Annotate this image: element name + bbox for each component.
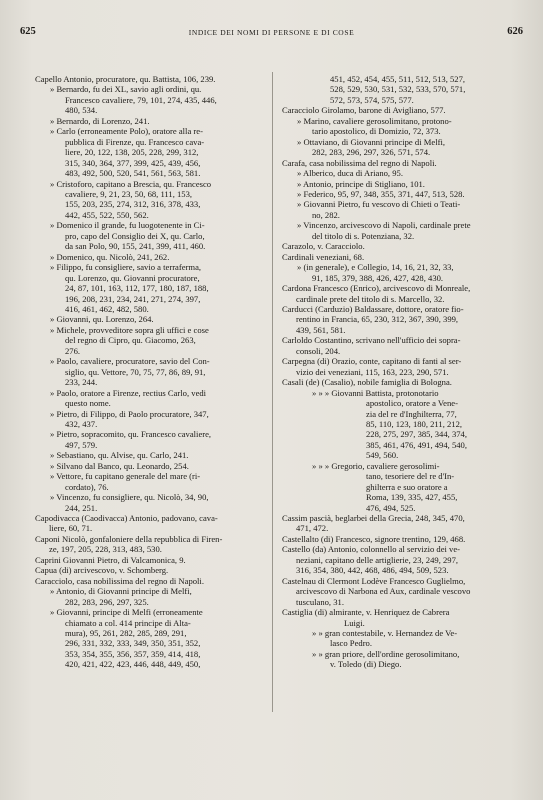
index-line: Castello (da) Antonio, colonnello al servizio dei ve- — [282, 544, 461, 555]
index-line: Castelnau di Clermont Lodève Francesco Guglielmo, — [282, 575, 466, 586]
index-line: cavaliere, 9, 21, 23, 50, 68, 111, 153, — [65, 188, 193, 199]
index-line: 91, 185, 379, 388, 426, 427, 428, 430. — [312, 272, 444, 283]
index-line: tano, tesoriere del re d'In- — [366, 471, 455, 482]
index-line: 24, 87, 101, 163, 112, 177, 180, 187, 188, — [65, 283, 209, 294]
index-line: 296, 331, 332, 333, 349, 350, 351, 352, — [65, 638, 201, 649]
index-line: » Pietro, sopracomito, qu. Francesco cavaliere, — [50, 429, 212, 440]
index-line: 471, 472. — [296, 523, 329, 534]
index-line: 276. — [65, 345, 81, 356]
column-divider — [272, 72, 273, 712]
index-line: » Carlo (erroneamente Polo), oratore alla re- — [50, 126, 203, 137]
index-line: tario apostolico, di Domizio, 72, 373. — [312, 126, 441, 137]
index-line: Carloldo Costantino, scrivano nell'ufficio dei sopra- — [282, 335, 461, 346]
index-line: » Silvano dal Banco, qu. Leonardo, 254. — [50, 460, 189, 471]
index-line: 442, 455, 522, 550, 562. — [65, 209, 149, 220]
index-line: » Vincenzo, fu consigliere, qu. Nicolò, 34, 90, — [50, 492, 209, 503]
index-line: » (in generale), e Collegio, 14, 16, 21, 32, 33, — [297, 262, 454, 273]
index-line: mura), 95, 261, 282, 285, 289, 291, — [65, 628, 187, 639]
index-line: » Paolo, oratore a Firenze, rectius Carlo, vedi — [50, 387, 207, 398]
index-line: » Domenico, qu. Nicolò, 241, 262. — [50, 251, 170, 262]
index-line: » Giovanni, qu. Lorenzo, 264. — [50, 314, 154, 325]
index-line: Carafa, casa nobilissima del regno di Napoli. — [282, 157, 437, 168]
index-line: Cardinali veneziani, 68. — [282, 251, 365, 262]
index-line: 85, 110, 123, 180, 211, 212, — [366, 418, 463, 429]
index-line: Castellalto (di) Francesco, signore trentino, 129, 468. — [282, 533, 466, 544]
index-line: Caprini Giovanni Pietro, di Valcamonica, 9. — [35, 554, 186, 565]
index-line: Caracciolo, casa nobilissima del regno di Napoli. — [35, 575, 204, 586]
index-line: » » » Gregorio, cavaliere gerosolimi- — [312, 460, 440, 471]
index-line: Cassim pascià, beglarbei della Grecia, 248, 345, 470, — [282, 513, 465, 524]
index-line: apostolico, oratore a Vene- — [366, 398, 458, 409]
index-line: » Federico, 95, 97, 348, 355, 371, 447, 513, 528. — [297, 188, 465, 199]
index-line: 282, 283, 296, 297, 325. — [65, 596, 149, 607]
index-line: 439, 561, 581. — [296, 324, 346, 335]
index-line: liere, 20, 122, 138, 205, 228, 299, 312, — [65, 147, 199, 158]
index-line: chiamato a col. 414 principe di Alta- — [65, 617, 191, 628]
index-line: Roma, 139, 335, 427, 455, — [366, 492, 458, 503]
index-line: liere, 60, 71. — [49, 523, 93, 534]
running-title: INDICE DEI NOMI DI PERSONE E DI COSE — [188, 28, 355, 37]
index-line: » Michele, provveditore sopra gli uffici e cose — [50, 324, 209, 335]
index-line: 483, 492, 500, 520, 541, 561, 563, 581. — [65, 168, 201, 179]
index-line: cardinale prete del titolo di s. Marcello, 32. — [296, 293, 445, 304]
index-line: 282, 283, 296, 297, 326, 571, 574. — [312, 147, 431, 158]
index-line: 233, 244. — [65, 377, 98, 388]
index-line: vizio dei veneziani, 115, 163, 223, 290, 571. — [296, 366, 449, 377]
index-line: » Bernardo, di Lorenzo, 241. — [50, 115, 150, 126]
index-line: » Giovanni, principe di Melfi (erroneamente — [50, 607, 203, 618]
index-line: neziani, capitano delle artiglierie, 23, 249, 297, — [296, 554, 459, 565]
index-line: » Vettore, fu capitano generale del mare (ri- — [50, 471, 201, 482]
index-line: rentino in Francia, 65, 230, 312, 367, 390, 399, — [296, 314, 459, 325]
index-line: del titolo di s. Potenziana, 32. — [312, 230, 415, 241]
index-line: 480, 534. — [65, 105, 98, 116]
index-line: » Giovanni Pietro, fu vescovo di Chieti o Teati- — [297, 199, 461, 210]
page-header — [20, 26, 523, 42]
index-line: Caponi Nicolò, gonfaloniere della repubblica di Firen- — [35, 533, 223, 544]
index-line: lasco Pedro. — [330, 638, 373, 649]
index-line: ghilterra e suo oratore a — [366, 481, 448, 492]
index-line: » Ottaviano, di Giovanni principe di Melfi, — [297, 136, 445, 147]
index-line: 476, 494, 525. — [366, 502, 416, 513]
index-line: » Vincenzo, arcivescovo di Napoli, cardinale prete — [297, 220, 471, 231]
index-line: zia del re d'Inghilterra, 77, — [366, 408, 457, 419]
index-line: 497, 579. — [65, 439, 98, 450]
index-line: 155, 203, 235, 274, 312, 316, 378, 433, — [65, 199, 201, 210]
index-line: qu. Lorenzo, qu. Giovanni procuratore, — [65, 272, 200, 283]
index-line: 353, 354, 355, 356, 357, 359, 414, 418, — [65, 648, 201, 659]
index-line: » Filippo, fu consigliere, savio a terraferma, — [50, 262, 202, 273]
index-line: cordato), 76. — [65, 481, 109, 492]
index-line: 385, 461, 476, 491, 494, 540, — [366, 439, 467, 450]
index-line: consoli, 204. — [296, 345, 341, 356]
index-line: 451, 452, 454, 455, 511, 512, 513, 527, — [330, 74, 466, 84]
index-line: Capua (di) arcivescovo, v. Schomberg. — [35, 565, 169, 576]
index-line: » Sebastiano, qu. Alvise, qu. Carlo, 241. — [50, 450, 189, 461]
index-line: » » » Giovanni Battista, protonotario — [312, 387, 439, 398]
index-line: 315, 340, 364, 377, 399, 425, 439, 456, — [65, 157, 201, 168]
index-line: Francesco cavaliere, 79, 101, 274, 435, 446, — [65, 94, 217, 105]
left-page-number: 625 — [20, 26, 36, 37]
index-line: » » gran priore, dell'ordine gerosolimitano, — [312, 648, 460, 659]
index-line: Capello Antonio, procuratore, qu. Battista, 106, 239. — [35, 74, 216, 84]
index-line: Caracciolo Girolamo, barone di Avigliano, 577. — [282, 105, 446, 116]
index-line: » » gran contestabile, v. Hernandez de Ve- — [312, 628, 458, 639]
index-line: 528, 529, 530, 531, 532, 533, 570, 571, — [330, 84, 466, 95]
index-line: Cardona Francesco (Enrico), arcivescovo di Monreale, — [282, 283, 471, 294]
index-line: » Marino, cavaliere gerosolimitano, protono- — [297, 115, 452, 126]
right-column — [282, 74, 505, 670]
index-line: tusculano, 31. — [296, 596, 344, 607]
index-line: » Alberico, duca di Ariano, 95. — [297, 168, 403, 179]
index-line: » Domenico il grande, fu luogotenente in Ci- — [50, 220, 205, 231]
index-line: da san Polo, 90, 155, 241, 399, 411, 460. — [65, 241, 206, 252]
index-line: 228, 275, 297, 385, 344, 374, — [366, 429, 467, 440]
index-line: 432, 437. — [65, 418, 98, 429]
index-line: 549, 560. — [366, 450, 399, 461]
index-line: Carducci (Carduzio) Baldassare, dottore, oratore fio- — [282, 303, 464, 314]
index-line: » Antonio, di Giovanni principe di Melfi, — [50, 586, 192, 597]
index-line: » Pietro, di Filippo, di Paolo procuratore, 347, — [50, 408, 209, 419]
index-line: 196, 208, 231, 234, 241, 271, 274, 397, — [65, 293, 201, 304]
index-line: 572, 573, 574, 575, 577. — [330, 94, 414, 105]
index-line: » Paolo, cavaliere, procuratore, savio del Con- — [50, 356, 210, 367]
index-line: v. Toledo (di) Diego. — [330, 659, 402, 670]
index-line: » Bernardo, fu dei XL, savio agli ordini, qu. — [50, 84, 202, 95]
index-line: 244, 251. — [65, 502, 98, 513]
index-line: no, 282. — [312, 209, 340, 220]
index-line: siglio, qu. Vettore, 70, 75, 77, 86, 89, 91, — [65, 366, 206, 377]
index-line: questo nome. — [65, 398, 111, 409]
index-line: Carazolo, v. Caracciolo. — [282, 241, 365, 252]
index-line: Carpegna (di) Orazio, conte, capitano di fanti al ser- — [282, 356, 462, 367]
index-line: Capodivacca (Caodivacca) Antonio, padovano, cava- — [35, 513, 218, 524]
index-line: 420, 421, 422, 423, 446, 448, 449, 450, — [65, 659, 201, 670]
left-column — [35, 74, 265, 670]
index-line: 316, 354, 380, 442, 468, 486, 494, 509, 523. — [296, 565, 449, 576]
index-line: pubblica di Firenze, qu. Francesco cava- — [65, 136, 205, 147]
index-line: » Cristoforo, capitano a Brescia, qu. Francesco — [50, 178, 212, 189]
index-line: » Antonio, principe di Stigliano, 101. — [297, 178, 425, 189]
index-line: pro, capo del Consiglio dei X, qu. Carlo, — [65, 230, 205, 241]
index-line: Casali (de) (Casalio), nobile famiglia di Bologna. — [282, 377, 452, 388]
right-page-number: 626 — [507, 26, 523, 37]
index-line: del regno di Cipro, qu. Giacomo, 263, — [65, 335, 196, 346]
index-line: Castiglia (di) almirante, v. Henriquez de Cabrera — [282, 607, 450, 618]
index-line: Luigi. — [344, 617, 365, 628]
index-line: ze, 197, 205, 228, 313, 483, 530. — [49, 544, 162, 555]
index-line: 416, 461, 462, 482, 580. — [65, 303, 149, 314]
index-line: arcivescovo di Narbona ed Aux, cardinale vescovo — [296, 586, 471, 597]
